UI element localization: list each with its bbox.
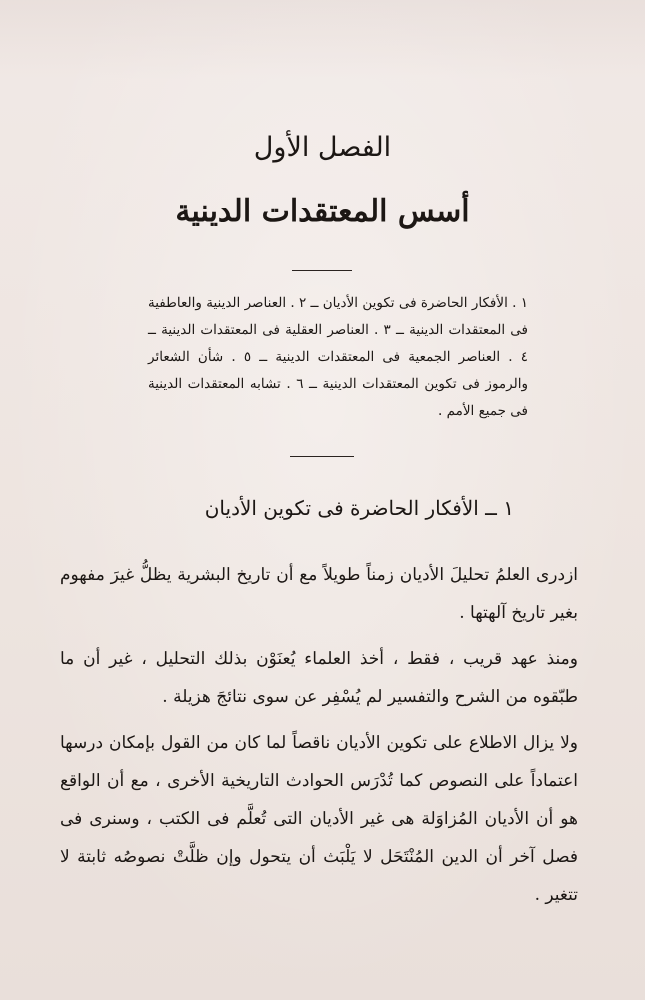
paragraph-3: ولا يزال الاطلاع على تكوين الأديان ناقصاً لما كان من القول بإمكان درسها اعتماداً على النصوص كما تُدْرَس الحوادث التاريخية الأخرى ، مع أن الواقع هو أن الأديان المُزاوَلة هى غير الأديان التى تُعلَّم فى الكتب ، وسنرى فى فصل آخر أن الدين المُنْتَحَل لا يَلْبَث أن يتحول وإن ظلَّتْ نصوصُه ثابتة لا تتغير . — [60, 733, 578, 905]
page-bleed-shadow — [0, 0, 645, 80]
divider-bottom — [290, 456, 354, 457]
paragraph-2: ومنذ عهد قريب ، فقط ، أخذ العلماء يُعنَوْن بذلك التحليل ، غير أن ما طبّقوه من الشرح والتفسير لم يُسْفِر عن سوى نتائجَ هزيلة . — [60, 649, 578, 707]
chapter-contents-summary: ١ . الأفكار الحاضرة فى تكوين الأديان ــ ٢ . العناصر الدينية والعاطفية فى المعتقدات الدينية ــ ٣ . العناصر العقلية فى المعتقدات الدينية ــ ٤ . العناصر الجمعية فى المعتقدات الدينية ــ ٥ . شأن الشعائر والرموز فى تكوين المعتقدات الدينية ــ ٦ . تشابه المعتقدات الدينية فى جميع الأمم . — [148, 295, 529, 419]
body-text — [60, 556, 578, 922]
divider-top — [292, 270, 352, 271]
chapter-title: أسس المعتقدات الدينية — [175, 194, 470, 229]
chapter-label: الفصل الأول — [253, 132, 392, 163]
paragraph-1: ازدرى العلمُ تحليلَ الأديان زمناً طويلاً مع أن تاريخ البشرية يظلُّ غيرَ مفهوم بغير تاريخ آلهتها . — [60, 565, 578, 623]
section-heading: ١ ــ الأفكار الحاضرة فى تكوين الأديان — [204, 496, 514, 520]
